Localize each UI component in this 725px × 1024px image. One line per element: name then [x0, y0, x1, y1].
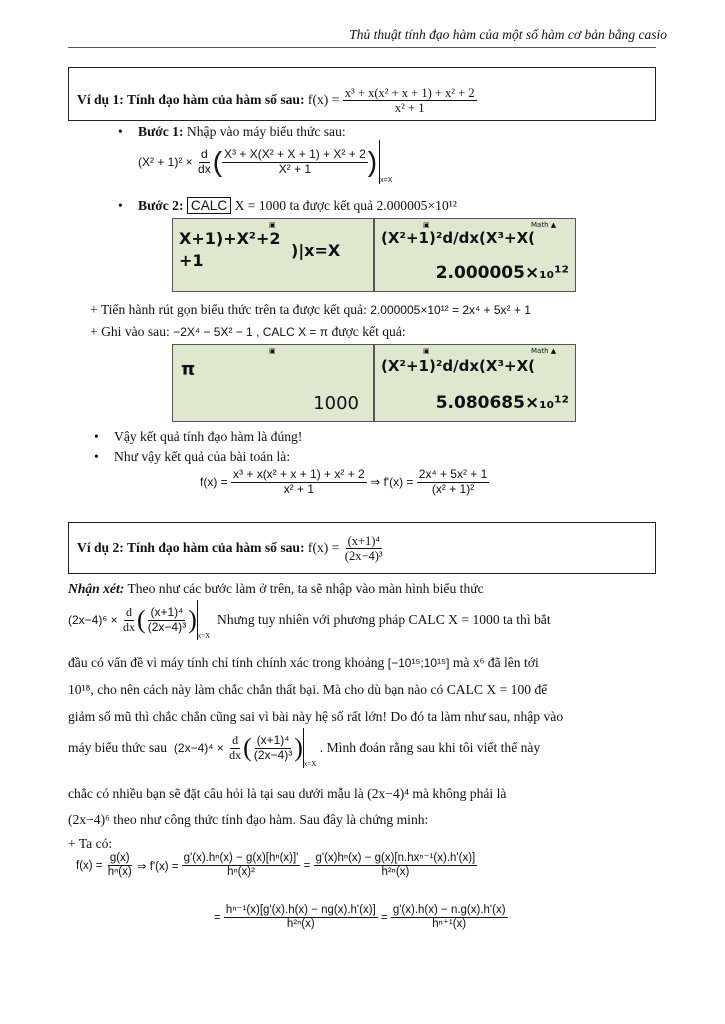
simplify-line — [90, 302, 531, 318]
step1-line — [138, 124, 346, 140]
remark-p2: Nhưng tuy nhiên với phương pháp CALC X = 1000 ta thì bắt — [217, 612, 551, 627]
proof-f-numerator: g(x) — [108, 852, 132, 866]
calculator-screen-2-right: ▣ Math ▲ (X²+1)²d/dx(X³+X( 5.080685×₁₀¹² — [374, 344, 576, 422]
remark-expr2-numerator: (x+1)⁴ — [256, 732, 290, 747]
example2-box — [68, 522, 656, 574]
example2-lhs: f(x) = — [307, 540, 340, 555]
write-line — [90, 324, 406, 340]
eval-at: x=X — [197, 632, 211, 640]
step1-denominator: X² + 1 — [278, 161, 312, 176]
remark-expr1-fraction — [146, 606, 188, 635]
remark-expr1-prefix: (2x−4)⁶ × — [68, 613, 118, 627]
screen1-right-line1: (X²+1)²d/dx(X³+X( — [381, 229, 536, 247]
screen2-right-line1: (X²+1)²d/dx(X³+X( — [381, 357, 536, 375]
screen1-left-line1: X+1)+X²+2 — [179, 229, 281, 248]
left-paren: ( — [243, 733, 252, 762]
remark-expression-1 — [68, 600, 551, 640]
remark-line-4: 10¹⁸, cho nên cách này làm chắc chắn thất bại. Mà cho dù bạn nào có CALC X = 100 để — [68, 682, 548, 697]
calculator-screen-2-left: ▣ π 1000 — [172, 344, 374, 422]
screen1-mode: Math ▲ — [531, 221, 557, 229]
write-expression: −2X⁴ − 5X² − 1 , CALC X = π — [173, 325, 329, 339]
remark-p6a: máy biểu thức sau — [68, 740, 168, 755]
d-symbol: d — [232, 732, 239, 747]
dx-symbol: dx — [198, 161, 211, 176]
final-result — [200, 468, 489, 497]
step1-d-dx — [196, 148, 213, 177]
page-header-title: Thủ thuật tính đạo hàm của một số hàm cơ bản bằng casio — [349, 27, 667, 42]
step1-numerator: X³ + X(X² + X + 1) + X² + 2 — [224, 146, 366, 161]
dx-symbol: dx — [229, 747, 242, 762]
derivative-numerator: 2x⁴ + 5x² + 1 — [418, 467, 488, 481]
remark-line-6 — [68, 728, 540, 768]
final-fraction — [231, 468, 367, 497]
eval-at: x=X — [303, 760, 317, 768]
d-symbol: d — [201, 146, 208, 161]
example1-label: Ví dụ 1: Tính đạo hàm của hàm số sau: — [77, 92, 305, 107]
step2-label: Bước 2: — [138, 198, 184, 213]
example1-func-lhs: f(x) = — [307, 92, 340, 107]
remark-line-3 — [68, 655, 539, 671]
proof-d1-fraction — [182, 852, 301, 879]
write-text2: được kết quả: — [331, 324, 406, 339]
screen2-mode: Math ▲ — [531, 347, 557, 355]
screen1-left-line2: +1 — [179, 251, 204, 270]
right-paren: ) — [294, 733, 303, 762]
remark-p3b: mà x⁶ đã lên tới — [452, 655, 539, 670]
proof-d1-denominator: hⁿ(x)² — [227, 866, 255, 879]
simplify-text: + Tiến hành rút gọn biểu thức trên ta được kết quả: — [90, 302, 367, 317]
remark-d-dx-2 — [227, 734, 243, 763]
step1-expression — [138, 140, 392, 184]
remark-expr1-denominator: (2x−4)³ — [147, 619, 187, 634]
final-numerator: x³ + x(x² + x + 1) + x² + 2 — [233, 467, 365, 481]
proof-d2-numerator: g'(x)hⁿ(x) − g(x)[n.hxⁿ⁻¹(x).h'(x)] — [314, 852, 478, 866]
example1-box — [68, 67, 656, 121]
proof-intro: + Ta có: — [68, 836, 113, 851]
remark-expr2-denominator: (2x−4)³ — [253, 747, 293, 762]
remark-p1: Theo như các bước làm ở trên, ta sẽ nhập vào màn hình biểu thức — [127, 581, 484, 596]
screen2-left-pi: π — [181, 359, 196, 380]
proof-arrow: ⇒ f'(x) = — [136, 860, 179, 873]
proof-equals: = — [214, 911, 221, 924]
header-divider — [68, 47, 656, 48]
step1-text: Nhập vào máy biểu thức sau: — [186, 124, 346, 139]
screen1-left-tail: )|x=X — [291, 241, 341, 260]
remark-expr2-fraction — [252, 734, 294, 763]
screen1-result: 2.000005×₁₀¹² — [435, 263, 569, 283]
remark-interval: [−10¹⁵;10¹⁵] — [387, 656, 450, 670]
bullet-conclusion-1: • Vậy kết quả tính đạo hàm là đúng! — [114, 429, 302, 445]
step1-expr-prefix: (X² + 1)² × — [138, 155, 193, 169]
calc-key: CALC — [187, 197, 231, 214]
bullet-conclusion-2: • Như vậy kết quả của bài toán là: — [114, 449, 290, 465]
example2-label: Ví dụ 2: Tính đạo hàm của hàm số sau: — [77, 540, 305, 555]
remark-expr2-prefix: (2x−4)⁴ × — [173, 741, 224, 755]
remark-label: Nhận xét: — [68, 581, 125, 596]
proof-d4-numerator: g'(x).h(x) − n.g(x).h'(x) — [391, 904, 508, 918]
proof-line-1 — [76, 852, 477, 879]
remark-expr1-numerator: (x+1)⁴ — [150, 604, 184, 619]
d-symbol: d — [126, 604, 133, 619]
right-paren: ) — [188, 605, 197, 634]
proof-d4-denominator: hⁿ⁺¹(x) — [432, 918, 467, 931]
remark-line-7: chắc có nhiều bạn sẽ đặt câu hỏi là tại sau dưới mẫu là (2x−4)⁴ mà không phải là — [68, 786, 507, 801]
write-text: + Ghi vào sau: — [90, 324, 170, 339]
step2-line — [138, 198, 457, 214]
proof-line-2 — [214, 904, 508, 931]
derivative-denominator: (x² + 1)² — [431, 481, 475, 496]
example1-fraction — [343, 86, 477, 116]
remark-line-1 — [68, 581, 656, 597]
proof-f-lhs: f(x) = — [76, 859, 103, 872]
proof-f-fraction — [106, 852, 134, 879]
example2-numerator: (x+1)⁴ — [347, 534, 380, 548]
simplify-equation: 2.000005×10¹² = 2x⁴ + 5x² + 1 — [370, 303, 531, 317]
eval-at: x=X — [380, 177, 393, 184]
step2-result: 2.000005×10¹² — [376, 198, 457, 213]
proof-d3-denominator: h²ⁿ(x) — [286, 918, 315, 931]
final-derivative — [417, 468, 490, 497]
right-paren: ) — [367, 146, 378, 177]
example2-denominator: (2x−4)³ — [344, 549, 383, 564]
proof-d1-numerator: g'(x).hⁿ(x) − g(x)[hⁿ(x)]' — [182, 852, 301, 866]
step1-label: Bước 1: — [138, 124, 184, 139]
proof-d3-numerator: hⁿ⁻¹(x)[g'(x).h(x) − ng(x).h'(x)] — [224, 904, 378, 918]
final-denominator: x² + 1 — [283, 481, 315, 496]
proof-d2-fraction — [314, 852, 478, 879]
final-lhs: f(x) = — [200, 475, 228, 490]
remark-p3a: đầu có vấn đề vì máy tính chỉ tính chính xác trong khoảng — [68, 655, 385, 670]
calculator-screen-1-left: ▣ X+1)+X²+2 +1 )|x=X — [172, 218, 374, 292]
screen2-result: 5.080685×₁₀¹² — [435, 393, 569, 413]
proof-d3-fraction — [224, 904, 378, 931]
remark-line-5: giảm số mũ thì chắc chắn cũng sai vì bài này hệ số rất lớn! Do đó ta làm như sau, nhập vào — [68, 709, 564, 724]
proof-equals: = — [303, 859, 311, 872]
proof-d2-denominator: h²ⁿ(x) — [381, 866, 410, 879]
example1-numerator: x³ + x(x² + x + 1) + x² + 2 — [344, 86, 475, 100]
screen2-left-value: 1000 — [313, 393, 359, 414]
left-paren: ( — [137, 605, 146, 634]
example2-fraction — [343, 534, 385, 564]
dx-symbol: dx — [123, 619, 136, 634]
step2-text: X = 1000 ta được kết quả — [234, 198, 374, 213]
remark-p6b: . Mình đoán rằng sau khi tôi viết thế này — [319, 740, 541, 755]
step1-fraction — [222, 148, 368, 177]
remark-line-8: (2x−4)⁶ theo như công thức tính đạo hàm. Sau đây là chứng minh: — [68, 812, 429, 827]
final-arrow: ⇒ f'(x) = — [370, 475, 414, 490]
proof-d4-fraction — [391, 904, 508, 931]
proof-f-denominator: hⁿ(x) — [107, 866, 132, 879]
calculator-screen-1-right: ▣ Math ▲ (X²+1)²d/dx(X³+X( 2.000005×₁₀¹² — [374, 218, 576, 292]
left-paren: ( — [212, 146, 223, 177]
remark-d-dx — [121, 606, 137, 635]
example1-denominator: x² + 1 — [394, 101, 425, 116]
proof-equals: = — [380, 911, 388, 924]
